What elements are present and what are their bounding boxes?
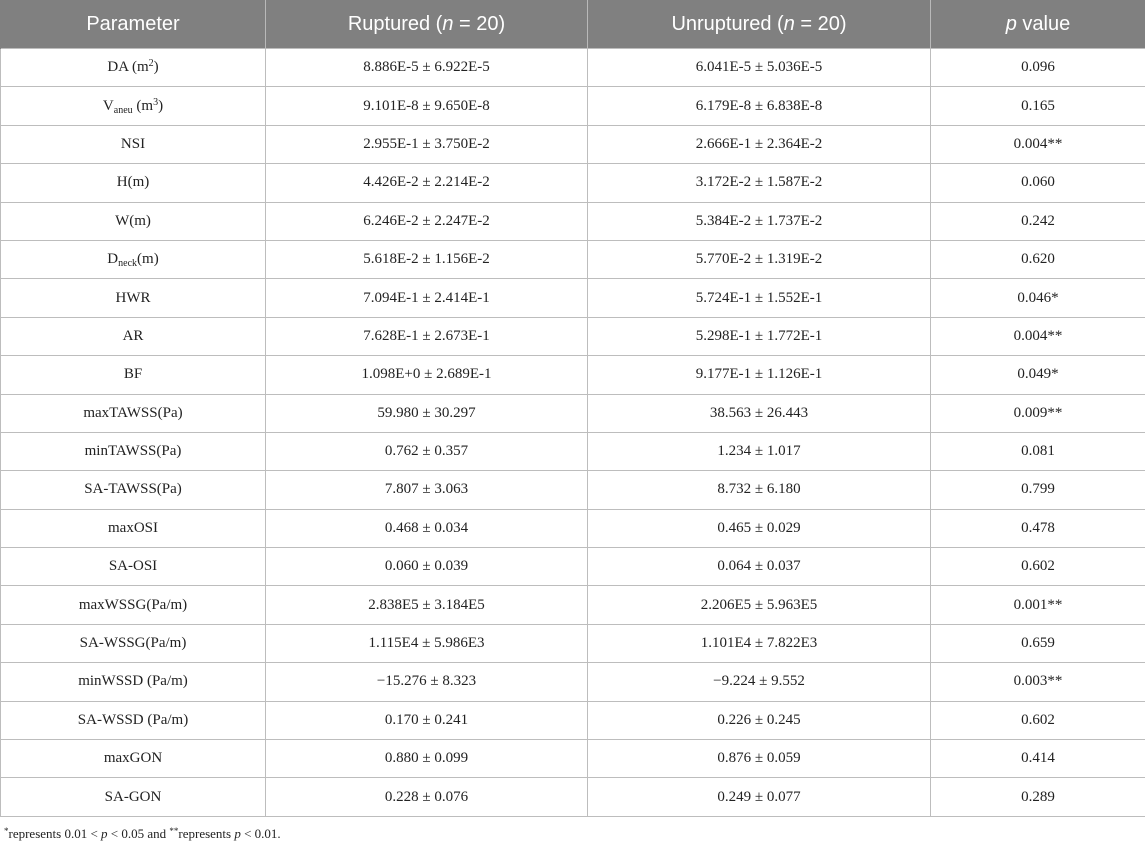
cell-parameter: BF bbox=[1, 356, 266, 394]
table-row bbox=[1, 202, 1145, 240]
table-row bbox=[1, 509, 1145, 547]
table-body bbox=[1, 49, 1145, 817]
cell-parameter: SA-WSSD (Pa/m) bbox=[1, 701, 266, 739]
cell-parameter: NSI bbox=[1, 125, 266, 163]
table-row bbox=[1, 663, 1145, 701]
table-row bbox=[1, 586, 1145, 624]
cell-ruptured: 7.094E-1 ± 2.414E-1 bbox=[266, 279, 588, 317]
cell-p-value: 0.003** bbox=[931, 663, 1145, 701]
cell-ruptured: 0.170 ± 0.241 bbox=[266, 701, 588, 739]
cell-unruptured: 9.177E-1 ± 1.126E-1 bbox=[588, 356, 931, 394]
table-row bbox=[1, 356, 1145, 394]
cell-ruptured: 6.246E-2 ± 2.247E-2 bbox=[266, 202, 588, 240]
cell-p-value: 0.478 bbox=[931, 509, 1145, 547]
cell-ruptured: 0.880 ± 0.099 bbox=[266, 740, 588, 778]
cell-unruptured: 0.465 ± 0.029 bbox=[588, 509, 931, 547]
cell-ruptured: 9.101E-8 ± 9.650E-8 bbox=[266, 87, 588, 125]
cell-unruptured: 8.732 ± 6.180 bbox=[588, 471, 931, 509]
cell-p-value: 0.289 bbox=[931, 778, 1145, 816]
cell-unruptured: −9.224 ± 9.552 bbox=[588, 663, 931, 701]
cell-parameter: SA-OSI bbox=[1, 548, 266, 586]
cell-parameter: maxOSI bbox=[1, 509, 266, 547]
cell-ruptured: 1.115E4 ± 5.986E3 bbox=[266, 624, 588, 662]
cell-ruptured: 59.980 ± 30.297 bbox=[266, 394, 588, 432]
cell-parameter: maxTAWSS(Pa) bbox=[1, 394, 266, 432]
table-row bbox=[1, 279, 1145, 317]
cell-p-value: 0.060 bbox=[931, 164, 1145, 202]
cell-p-value: 0.004** bbox=[931, 125, 1145, 163]
cell-parameter: $V_{aneu}$ $(m^3)$ bbox=[1, 87, 266, 125]
cell-ruptured: −15.276 ± 8.323 bbox=[266, 663, 588, 701]
cell-ruptured: 0.060 ± 0.039 bbox=[266, 548, 588, 586]
cell-p-value: 0.602 bbox=[931, 701, 1145, 739]
cell-unruptured: 5.298E-1 ± 1.772E-1 bbox=[588, 317, 931, 355]
cell-p-value: 0.004** bbox=[931, 317, 1145, 355]
table-row bbox=[1, 471, 1145, 509]
table-row bbox=[1, 624, 1145, 662]
header-p-value: p value bbox=[931, 0, 1145, 49]
cell-unruptured: 2.206E5 ± 5.963E5 bbox=[588, 586, 931, 624]
cell-p-value: 0.165 bbox=[931, 87, 1145, 125]
table-row bbox=[1, 778, 1145, 816]
cell-p-value: 0.602 bbox=[931, 548, 1145, 586]
table-row bbox=[1, 164, 1145, 202]
cell-parameter: SA-GON bbox=[1, 778, 266, 816]
cell-ruptured: 0.228 ± 0.076 bbox=[266, 778, 588, 816]
table-row bbox=[1, 240, 1145, 278]
cell-unruptured: 0.876 ± 0.059 bbox=[588, 740, 931, 778]
cell-parameter: maxWSSG(Pa/m) bbox=[1, 586, 266, 624]
cell-p-value: 0.414 bbox=[931, 740, 1145, 778]
header-ruptured: Ruptured (n = 20) bbox=[266, 0, 588, 49]
cell-p-value: 0.799 bbox=[931, 471, 1145, 509]
cell-unruptured: 6.041E-5 ± 5.036E-5 bbox=[588, 49, 931, 87]
cell-p-value: 0.046* bbox=[931, 279, 1145, 317]
cell-unruptured: 1.101E4 ± 7.822E3 bbox=[588, 624, 931, 662]
cell-ruptured: 0.468 ± 0.034 bbox=[266, 509, 588, 547]
cell-unruptured: 38.563 ± 26.443 bbox=[588, 394, 931, 432]
cell-unruptured: 1.234 ± 1.017 bbox=[588, 432, 931, 470]
cell-ruptured: 2.955E-1 ± 3.750E-2 bbox=[266, 125, 588, 163]
cell-parameter: HWR bbox=[1, 279, 266, 317]
cell-parameter: H(m) bbox=[1, 164, 266, 202]
cell-p-value: 0.620 bbox=[931, 240, 1145, 278]
cell-parameter: maxGON bbox=[1, 740, 266, 778]
cell-p-value: 0.081 bbox=[931, 432, 1145, 470]
cell-unruptured: 2.666E-1 ± 2.364E-2 bbox=[588, 125, 931, 163]
header-unruptured: Unruptured (n = 20) bbox=[588, 0, 931, 49]
cell-p-value: 0.659 bbox=[931, 624, 1145, 662]
table-row bbox=[1, 701, 1145, 739]
cell-unruptured: 5.770E-2 ± 1.319E-2 bbox=[588, 240, 931, 278]
cell-parameter: minWSSD (Pa/m) bbox=[1, 663, 266, 701]
cell-parameter: SA-TAWSS(Pa) bbox=[1, 471, 266, 509]
cell-ruptured: 4.426E-2 ± 2.214E-2 bbox=[266, 164, 588, 202]
cell-unruptured: 6.179E-8 ± 6.838E-8 bbox=[588, 87, 931, 125]
cell-ruptured: 2.838E5 ± 3.184E5 bbox=[266, 586, 588, 624]
table-row bbox=[1, 394, 1145, 432]
cell-p-value: 0.001** bbox=[931, 586, 1145, 624]
cell-p-value: 0.009** bbox=[931, 394, 1145, 432]
cell-unruptured: 3.172E-2 ± 1.587E-2 bbox=[588, 164, 931, 202]
cell-ruptured: 0.762 ± 0.357 bbox=[266, 432, 588, 470]
table-row bbox=[1, 740, 1145, 778]
cell-unruptured: 5.384E-2 ± 1.737E-2 bbox=[588, 202, 931, 240]
table-row bbox=[1, 49, 1145, 87]
cell-unruptured: 5.724E-1 ± 1.552E-1 bbox=[588, 279, 931, 317]
cell-parameter: AR bbox=[1, 317, 266, 355]
cell-unruptured: 0.249 ± 0.077 bbox=[588, 778, 931, 816]
cell-parameter: W(m) bbox=[1, 202, 266, 240]
table-row bbox=[1, 125, 1145, 163]
cell-unruptured: 0.064 ± 0.037 bbox=[588, 548, 931, 586]
cell-parameter: minTAWSS(Pa) bbox=[1, 432, 266, 470]
cell-parameter: $D_{neck}(m)$ bbox=[1, 240, 266, 278]
cell-p-value: 0.096 bbox=[931, 49, 1145, 87]
cell-ruptured: 7.628E-1 ± 2.673E-1 bbox=[266, 317, 588, 355]
table-header bbox=[1, 0, 1145, 49]
header-row bbox=[1, 0, 1145, 49]
header-parameter: Parameter bbox=[1, 0, 266, 49]
table-row bbox=[1, 548, 1145, 586]
cell-ruptured: 1.098E+0 ± 2.689E-1 bbox=[266, 356, 588, 394]
table-row bbox=[1, 317, 1145, 355]
cell-p-value: 0.049* bbox=[931, 356, 1145, 394]
table-row bbox=[1, 432, 1145, 470]
table-footnote: *represents 0.01 < p < 0.05 and **represents p < 0.01. bbox=[4, 826, 281, 841]
cell-ruptured: 7.807 ± 3.063 bbox=[266, 471, 588, 509]
cell-unruptured: 0.226 ± 0.245 bbox=[588, 701, 931, 739]
table-row bbox=[1, 87, 1145, 125]
cell-ruptured: 5.618E-2 ± 1.156E-2 bbox=[266, 240, 588, 278]
cell-ruptured: 8.886E-5 ± 6.922E-5 bbox=[266, 49, 588, 87]
cell-p-value: 0.242 bbox=[931, 202, 1145, 240]
cell-parameter: DA $(m^2)$ bbox=[1, 49, 266, 87]
cell-parameter: SA-WSSG(Pa/m) bbox=[1, 624, 266, 662]
